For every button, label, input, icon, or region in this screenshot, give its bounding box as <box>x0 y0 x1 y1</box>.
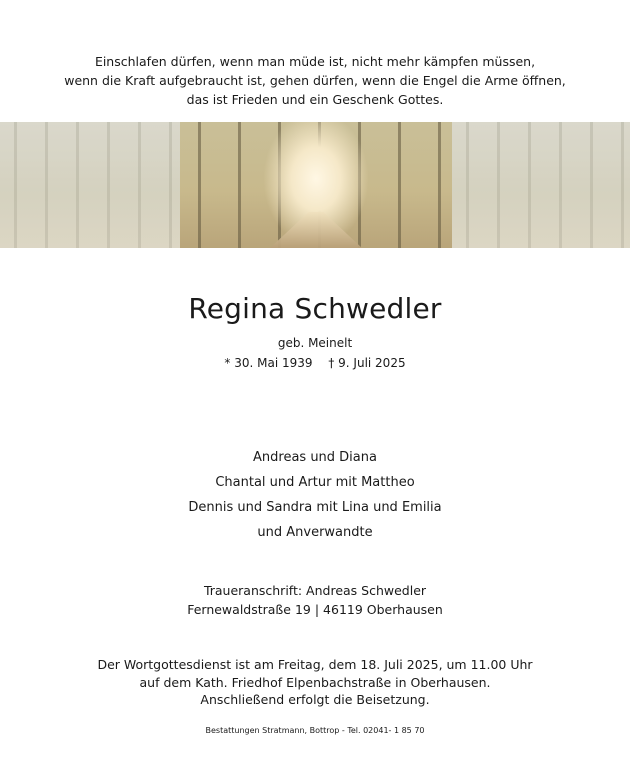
address-line: Fernewaldstraße 19 | 46119 Oberhausen <box>187 602 443 617</box>
service-line: Anschließend erfolgt die Beisetzung. <box>200 692 430 707</box>
poem <box>0 52 630 109</box>
forest-path-image <box>0 122 630 248</box>
deceased-name: Regina Schwedler <box>188 292 442 325</box>
service-line: Der Wortgottesdienst ist am Freitag, dem 18. Juli 2025, um 11.00 Uhr <box>97 657 533 672</box>
death-date: † 9. Juli 2025 <box>328 356 406 370</box>
birth-date: * 30. Mai 1939 <box>224 356 313 370</box>
address-line: Traueranschrift: Andreas Schwedler <box>203 583 427 598</box>
mourner-line: und Anverwandte <box>257 525 373 540</box>
funeral-service-info <box>0 656 630 709</box>
mourner-line: Chantal und Artur mit Mattheo <box>215 475 415 490</box>
mourner-line: Andreas und Diana <box>253 450 377 465</box>
life-dates <box>0 356 630 370</box>
poem-line: wenn die Kraft aufgebraucht ist, gehen dürfen, wenn die Engel die Arme öffnen, <box>64 73 566 88</box>
poem-line: das ist Frieden und ein Geschenk Gottes. <box>186 92 444 107</box>
maiden-name: geb. Meinelt <box>277 336 353 350</box>
forest-image-right <box>452 122 630 248</box>
service-line: auf dem Kath. Friedhof Elpenbachstraße in Oberhausen. <box>139 674 491 690</box>
mourner-line: Dennis und Sandra mit Lina und Emilia <box>188 500 442 515</box>
funeral-home-footer: Bestattungen Stratmann, Bottrop - Tel. 02041- 1 85 70 <box>205 726 425 735</box>
mourning-address <box>0 581 630 619</box>
forest-image-left <box>0 122 180 248</box>
mourners-list <box>0 445 630 545</box>
poem-line: Einschlafen dürfen, wenn man müde ist, nicht mehr kämpfen müssen, <box>94 54 536 69</box>
